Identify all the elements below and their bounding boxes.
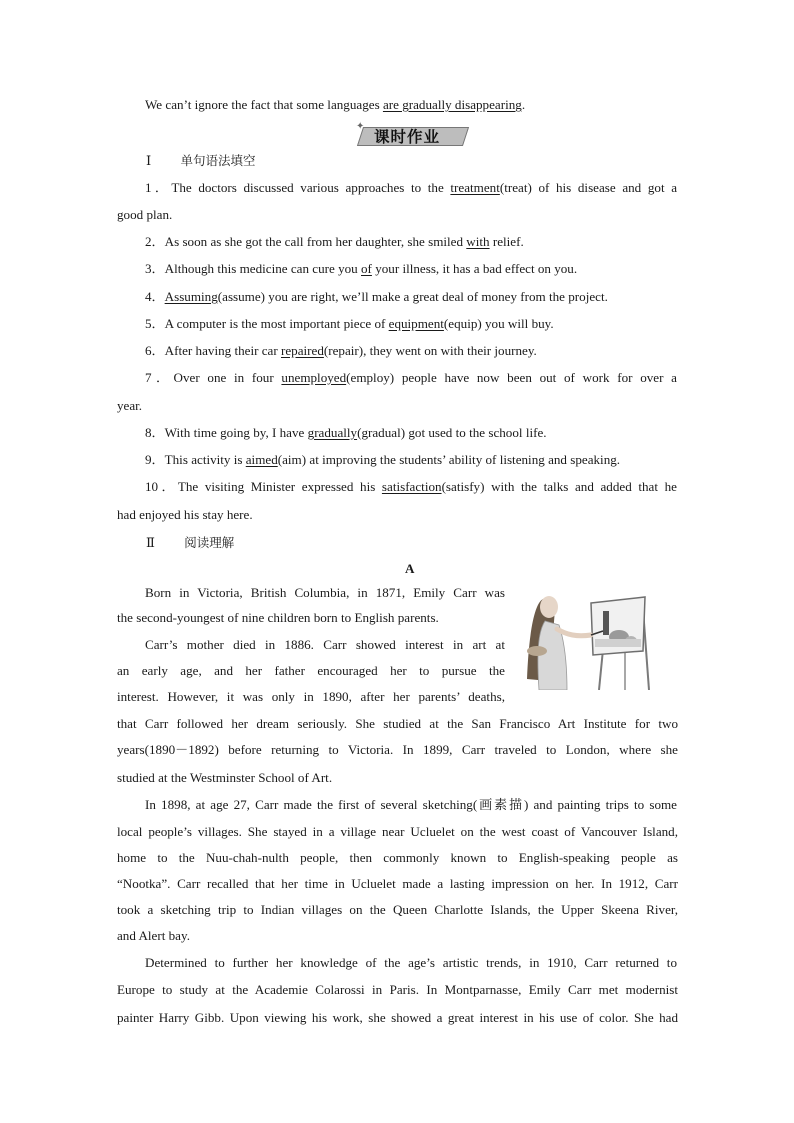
item-2-answer: with (466, 234, 490, 249)
item-1-cont: good plan. (117, 207, 173, 222)
part1-numeral: Ⅰ (146, 153, 152, 168)
passage-line: Born in Victoria, British Columbia, in 1871, Emily Carr was (145, 585, 505, 600)
item-1: 1．The doctors discussed various approaches to the treatment(treat) of his disease and got a (145, 180, 678, 195)
passage-line: Carr’s mother died in 1886. Carr showed interest in art at (145, 637, 505, 652)
girl-painting-photo (515, 589, 653, 690)
part2-numeral: Ⅱ (146, 535, 155, 550)
item-6: 6．After having their car repaired(repair), they went on with their journey. (145, 343, 537, 358)
item-3-answer: of (361, 261, 372, 276)
item-6-answer: repaired (280, 343, 324, 358)
item-4-answer: Assuming (164, 289, 218, 304)
item-8-answer: gradually (307, 425, 358, 440)
passage-line: the second-youngest of nine children born to English parents. (117, 610, 439, 625)
item-1-answer: treatment (450, 180, 500, 195)
item-8: 8．With time going by, I have gradually(gradual) got used to the school life. (145, 425, 547, 440)
section-title-banner (356, 123, 467, 145)
passage-line: studied at the Westminster School of Art. (117, 770, 333, 785)
passage-line: that Carr followed her dream seriously. She studied at the San Francisco Art Institute for two (117, 716, 678, 731)
passage-line: home to the Nuu-chah-nulth people, then commonly known to English-speaking people as (117, 850, 678, 865)
passage-line: took a sketching trip to Indian villages on the Queen Charlotte Islands, the Upper Skeena River, (117, 902, 678, 917)
passage-line: “Nootka”. Carr recalled that her time in Ucluelet made a lasting impression on her. In 1912, Carr (117, 876, 678, 891)
item-5: 5．A computer is the most important piece of equipment(equip) you will buy. (145, 316, 554, 331)
sparkle-icon: ✦ (356, 121, 365, 132)
part1-heading (146, 153, 255, 169)
passage-line: an early age, and her father encouraged her to pursue the (117, 663, 505, 678)
passage-line: Determined to further her knowledge of the age’s artistic trends, in 1910, Carr returned to (145, 955, 677, 970)
part2-heading (146, 535, 234, 551)
item-7: 7．Over one in four unemployed(employ) people have now been out of work for over a (145, 370, 677, 385)
part2-title: 阅读理解 (184, 535, 235, 550)
top-sentence (145, 97, 525, 113)
passage-line: and Alert bay. (117, 928, 190, 943)
item-7-answer: unemployed (281, 370, 347, 385)
top-sentence-end: . (521, 97, 526, 112)
item-10: 10．The visiting Minister expressed his satisfaction(satisfy) with the talks and added that he (145, 479, 677, 494)
top-sentence-answer: are gradually disappearing (382, 97, 522, 112)
passage-line: painter Harry Gibb. Upon viewing his work, she showed a great interest in his use of color. She had (117, 1010, 678, 1025)
item-9-answer: aimed (245, 452, 278, 467)
passage-line: In 1898, at age 27, Carr made the first of several sketching(画素描) and painting trips to some (145, 797, 677, 812)
item-5-answer: equipment (388, 316, 444, 331)
passage-line: years(1890－1892) before returning to Victoria. In 1899, Carr traveled to London, where she (117, 742, 678, 757)
section-title: 课时作业 (374, 128, 441, 146)
item-9: 9．This activity is aimed(aim) at improving the students’ ability of listening and speaking. (145, 452, 621, 467)
item-10-answer: satisfaction (381, 479, 442, 494)
item-3: 3．Although this medicine can cure you of your illness, it has a bad effect on you. (145, 261, 578, 276)
passage-line: interest. However, it was only in 1890, after her parents’ deaths, (117, 689, 505, 704)
item-7-cont: year. (117, 398, 143, 413)
passage-label: A (405, 561, 415, 576)
passage-line: local people’s villages. She stayed in a village near Ucluelet on the west coast of Vancouver Island, (117, 824, 678, 839)
item-2: 2．As soon as she got the call from her daughter, she smiled with relief. (145, 234, 524, 249)
item-10-cont: had enjoyed his stay here. (117, 507, 253, 522)
part1-title: 单句语法填空 (180, 153, 256, 168)
passage-line: Europe to study at the Academie Colarossi in Paris. In Montparnasse, Emily Carr met modernist (117, 982, 678, 997)
top-sentence-text: We can’t ignore the fact that some languages (145, 97, 383, 112)
item-4: 4．Assuming(assume) you are right, we’ll make a great deal of money from the project. (145, 289, 608, 304)
